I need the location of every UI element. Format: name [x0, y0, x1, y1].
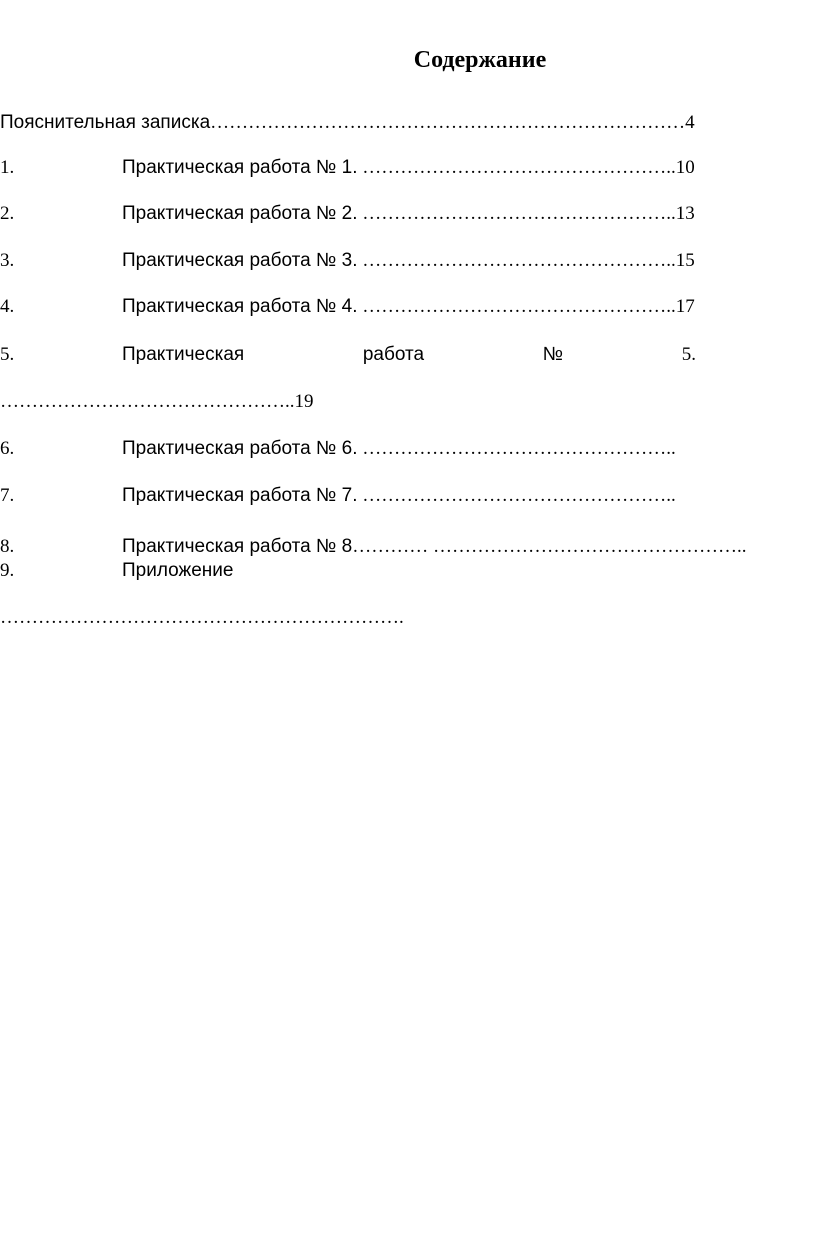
toc-entry-label: Практическая работа № 4. [122, 296, 358, 317]
toc-entry-label: Пояснительная записка [0, 112, 211, 133]
toc-entry-number: 5. [0, 344, 15, 365]
toc-entry-number: 6. [0, 438, 15, 459]
toc-page-number: 13 [675, 203, 695, 224]
toc-entry-9-continuation [0, 605, 404, 631]
toc-entry-2 [0, 201, 816, 227]
toc-leader: ………………………………………….. [357, 296, 676, 317]
toc-leader: ………………………………………….. [357, 157, 676, 178]
toc-leader: ………………………………………………………………… [210, 112, 686, 133]
toc-entry-label: Практическая работа № 2. [122, 203, 358, 224]
toc-entry-label: Практическая работа № 7. [122, 485, 358, 506]
toc-entry-word: 5. [681, 344, 696, 365]
toc-leader: ………… ………………………………………….. [352, 536, 747, 557]
toc-entry-number: 4. [0, 296, 15, 317]
toc-page-number: 19 [294, 391, 314, 412]
toc-leader: ………………………………………………………. [0, 607, 404, 628]
toc-entry-5 [0, 342, 816, 368]
toc-entry-number: 7. [0, 485, 15, 506]
page-title: Содержание [413, 47, 547, 73]
toc-leader: ………………………………………….. [357, 485, 676, 506]
toc-entry-label: Практическая работа № 6. [122, 438, 358, 459]
toc-entry-label: Практическая работа № 1. [122, 157, 358, 178]
toc-entry-label: Приложение [122, 560, 234, 581]
toc-entry-number: 1. [0, 157, 15, 178]
toc-entry-label: Практическая работа № 8 [122, 536, 353, 557]
toc-entry-number: 8. [0, 536, 15, 557]
toc-entry-word: работа [362, 344, 425, 365]
toc-page-number: 17 [675, 296, 695, 317]
toc-entry-number: 2. [0, 203, 15, 224]
toc-entry-intro [0, 110, 695, 136]
toc-entry-7 [0, 483, 816, 509]
toc-entry-number: 9. [0, 560, 15, 581]
toc-entry-4 [0, 294, 816, 320]
toc-entry-3 [0, 248, 816, 274]
toc-leader: ……………………………………….. [0, 391, 295, 412]
toc-entry-word: Практическая [122, 344, 245, 365]
toc-entry-1 [0, 155, 816, 181]
toc-entry-label: Практическая работа № 3. [122, 250, 358, 271]
toc-page-number: 4 [685, 112, 695, 133]
toc-leader: ………………………………………….. [357, 250, 676, 271]
toc-entry-number: 3. [0, 250, 15, 271]
toc-entry-word: № [542, 344, 564, 365]
toc-entry-8 [0, 534, 816, 560]
toc-leader: ………………………………………….. [357, 203, 676, 224]
toc-page-number: 15 [675, 250, 695, 271]
toc-entry-5-continuation [0, 389, 314, 415]
toc-entry-6 [0, 436, 816, 462]
toc-page-number: 10 [675, 157, 695, 178]
toc-leader: ………………………………………….. [357, 438, 676, 459]
toc-entry-9 [0, 558, 816, 584]
